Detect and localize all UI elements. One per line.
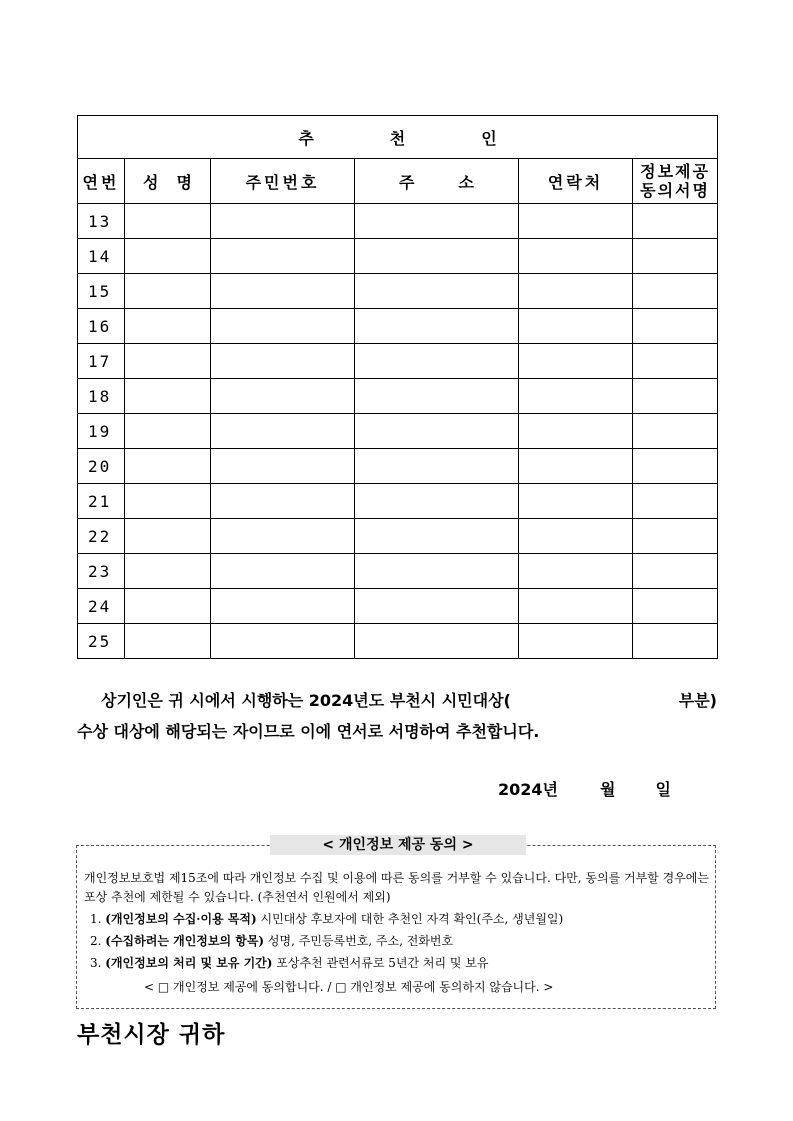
consent-cell[interactable] — [633, 309, 718, 344]
table-header-row — [78, 159, 718, 204]
address-cell[interactable] — [355, 309, 519, 344]
date-month: 월 — [600, 780, 616, 799]
contact-cell[interactable] — [519, 274, 633, 309]
consent-cell[interactable] — [633, 449, 718, 484]
consent-cell[interactable] — [633, 414, 718, 449]
contact-cell[interactable] — [519, 449, 633, 484]
table-body — [78, 204, 718, 659]
no-cell: 14 — [78, 239, 125, 274]
name-cell[interactable] — [125, 519, 211, 554]
rrn-cell[interactable] — [211, 344, 355, 379]
rrn-cell[interactable] — [211, 309, 355, 344]
no-cell: 19 — [78, 414, 125, 449]
name-cell[interactable] — [125, 589, 211, 624]
contact-cell[interactable] — [519, 239, 633, 274]
rrn-cell[interactable] — [211, 484, 355, 519]
date-year: 2024년 — [498, 780, 558, 799]
date-line — [498, 777, 671, 800]
table-row — [78, 204, 718, 239]
rrn-cell[interactable] — [211, 239, 355, 274]
no-cell: 18 — [78, 379, 125, 414]
name-cell[interactable] — [125, 274, 211, 309]
table-row — [78, 239, 718, 274]
consent-cell[interactable] — [633, 624, 718, 659]
name-cell[interactable] — [125, 484, 211, 519]
consent-cell[interactable] — [633, 239, 718, 274]
table-row — [78, 309, 718, 344]
privacy-item-1: 1. (개인정보의 수집·이용 목적) 시민대상 후보자에 대한 추천인 자격 확인(주소, 생년월일) — [90, 912, 564, 926]
rrn-cell[interactable] — [211, 414, 355, 449]
statement-line-2: 수상 대상에 해당되는 자이므로 이에 연서로 서명하여 추천합니다. — [77, 722, 540, 741]
privacy-consent-choice[interactable]: < □ 개인정보 제공에 동의합니다. / □ 개인정보 제공에 동의하지 않습니다. > — [144, 980, 554, 994]
table-title: 추 천 인 — [78, 116, 718, 159]
rrn-cell[interactable] — [211, 274, 355, 309]
header-contact: 연락처 — [519, 159, 633, 204]
address-cell[interactable] — [355, 204, 519, 239]
addressee: 부천시장 귀하 — [77, 1022, 226, 1048]
rrn-cell[interactable] — [211, 554, 355, 589]
name-cell[interactable] — [125, 309, 211, 344]
table-row — [78, 624, 718, 659]
table-row — [78, 274, 718, 309]
no-cell: 13 — [78, 204, 125, 239]
header-consent: 정보제공 동의서명 — [633, 159, 718, 204]
consent-cell[interactable] — [633, 554, 718, 589]
statement-text: 상기인은 귀 시에서 시행하는 2024년도 부천시 시민대상( — [101, 691, 511, 710]
rrn-cell[interactable] — [211, 204, 355, 239]
rrn-cell[interactable] — [211, 589, 355, 624]
name-cell[interactable] — [125, 239, 211, 274]
no-cell: 23 — [78, 554, 125, 589]
name-cell[interactable] — [125, 624, 211, 659]
contact-cell[interactable] — [519, 484, 633, 519]
no-cell: 25 — [78, 624, 125, 659]
table-row — [78, 519, 718, 554]
consent-cell[interactable] — [633, 589, 718, 624]
address-cell[interactable] — [355, 589, 519, 624]
statement-line-1 — [77, 688, 717, 712]
contact-cell[interactable] — [519, 519, 633, 554]
consent-cell[interactable] — [633, 379, 718, 414]
address-cell[interactable] — [355, 274, 519, 309]
privacy-consent-title: < 개인정보 제공 동의 > — [270, 835, 526, 855]
contact-cell[interactable] — [519, 309, 633, 344]
consent-cell[interactable] — [633, 484, 718, 519]
table-row — [78, 449, 718, 484]
address-cell[interactable] — [355, 239, 519, 274]
rrn-cell[interactable] — [211, 379, 355, 414]
address-cell[interactable] — [355, 449, 519, 484]
name-cell[interactable] — [125, 204, 211, 239]
name-cell[interactable] — [125, 344, 211, 379]
no-cell: 20 — [78, 449, 125, 484]
contact-cell[interactable] — [519, 414, 633, 449]
table-row — [78, 344, 718, 379]
address-cell[interactable] — [355, 519, 519, 554]
no-cell: 16 — [78, 309, 125, 344]
address-cell[interactable] — [355, 484, 519, 519]
consent-cell[interactable] — [633, 519, 718, 554]
header-name: 성 명 — [125, 159, 211, 204]
statement-field-suffix: 부분) — [678, 691, 717, 710]
privacy-consent-body — [84, 869, 712, 997]
name-cell[interactable] — [125, 414, 211, 449]
no-cell: 15 — [78, 274, 125, 309]
privacy-item-2: 2. (수집하려는 개인정보의 항목) 성명, 주민등록번호, 주소, 전화번호 — [90, 934, 454, 948]
contact-cell[interactable] — [519, 554, 633, 589]
name-cell[interactable] — [125, 379, 211, 414]
privacy-item-3: 3. (개인정보의 처리 및 보유 기간) 포상추천 관련서류로 5년간 처리 및 보유 — [90, 956, 489, 970]
header-rrn: 주민번호 — [211, 159, 355, 204]
header-address: 주 소 — [355, 159, 519, 204]
no-cell: 24 — [78, 589, 125, 624]
name-cell[interactable] — [125, 554, 211, 589]
no-cell: 17 — [78, 344, 125, 379]
contact-cell[interactable] — [519, 204, 633, 239]
table-row — [78, 554, 718, 589]
address-cell[interactable] — [355, 624, 519, 659]
address-cell[interactable] — [355, 344, 519, 379]
name-cell[interactable] — [125, 449, 211, 484]
contact-cell[interactable] — [519, 624, 633, 659]
address-cell[interactable] — [355, 554, 519, 589]
consent-cell[interactable] — [633, 204, 718, 239]
rrn-cell[interactable] — [211, 519, 355, 554]
rrn-cell[interactable] — [211, 449, 355, 484]
rrn-cell[interactable] — [211, 624, 355, 659]
contact-cell[interactable] — [519, 344, 633, 379]
consent-cell[interactable] — [633, 274, 718, 309]
recommender-table — [77, 115, 718, 659]
privacy-intro: 개인정보보호법 제15조에 따라 개인정보 수집 및 이용에 따른 동의를 거부할 수 있습니다. 다만, 동의를 거부할 경우에는 포상 추천에 제한될 수 있습니다. (추천연서 인원에서 제외) — [84, 871, 709, 904]
no-cell: 22 — [78, 519, 125, 554]
consent-cell[interactable] — [633, 344, 718, 379]
address-cell[interactable] — [355, 414, 519, 449]
contact-cell[interactable] — [519, 379, 633, 414]
header-no: 연번 — [78, 159, 125, 204]
table-row — [78, 414, 718, 449]
address-cell[interactable] — [355, 379, 519, 414]
table-row — [78, 379, 718, 414]
table-title-row — [78, 116, 718, 159]
table-row — [78, 589, 718, 624]
date-day: 일 — [655, 780, 671, 799]
table-row — [78, 484, 718, 519]
contact-cell[interactable] — [519, 589, 633, 624]
no-cell: 21 — [78, 484, 125, 519]
